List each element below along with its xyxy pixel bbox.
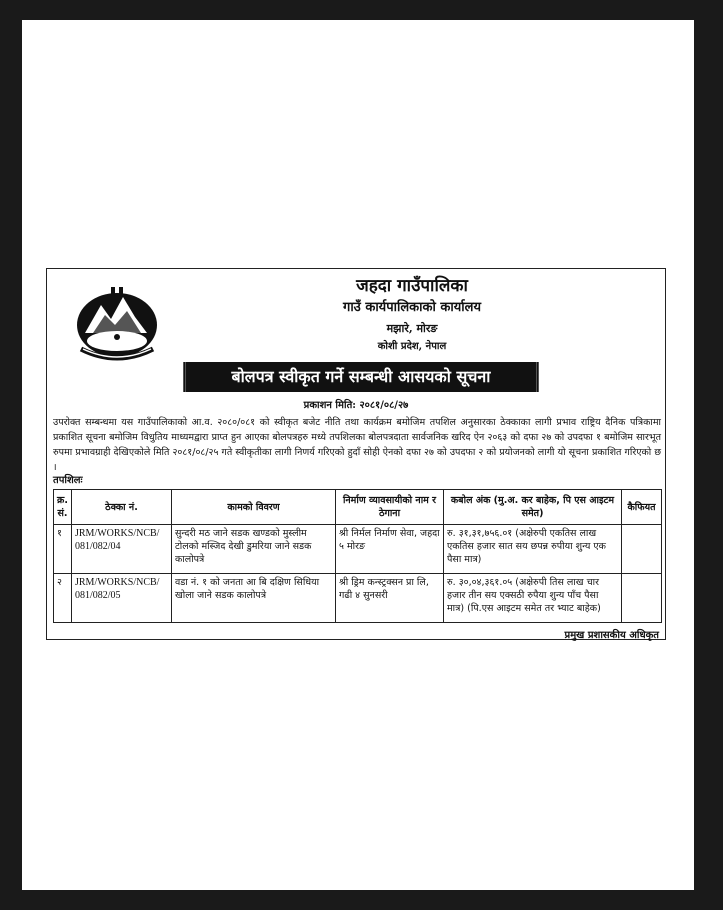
cell-code: JRM/WORKS/NCB/ 081/082/05	[72, 574, 172, 623]
cell-code: JRM/WORKS/NCB/ 081/082/04	[72, 525, 172, 574]
cell-contractor: श्री ड्रिम कन्स्ट्रक्सन प्रा लि, गढी ४ सुनसरी	[336, 574, 444, 623]
table-row	[54, 525, 662, 574]
table-row	[54, 574, 662, 623]
office-place: मझारे, मोरङ	[386, 322, 438, 335]
office-name: जहदा गाउँपालिका	[356, 276, 468, 296]
nepal-emblem-icon	[71, 283, 163, 363]
cell-amount: रु. ३१,३१,७५६.०१ (अक्षेरुपी एकतिस लाख एकतिस हजार सात सय छपन्न रुपीया शुन्य एक पैसा मात्र)	[444, 525, 622, 574]
notice-body: उपरोक्त सम्बन्धमा यस गाउँपालिकाको आ.व. २०८०/०८१ को स्वीकृत बजेट नीति तथा कार्यक्रम बमोजिम तपशिल अनुसारका ठेक्काका लागी प्रभाव राष्ट्रिय दैनिक पत्रिकामा प्रकाशित सूचना बमोजिम विधुतिय माध्यमद्वारा प्राप्त हुन आएका बोलपत्रहरु मध्ये तपशिलका बोलपत्रदाता सार्वजनिक खरिद ऐन २०६३ को दफा २७ को उपदफा १ बमोजिम सारभूत रुपमा प्रभावग्राही देखिएकोले मिति २०८१/०८/२५ गते स्वीकृतीका लागी निणर्य गरिएको हुदाँ सोही ऐनको दफा २७ को उपदफा २ को प्रयोजनको लागी यो सूचना प्रकाशित गरिएको छ ।	[53, 417, 661, 473]
notice-title: बोलपत्र स्वीकृत गर्ने सम्बन्धी आसयको सूचना	[183, 362, 539, 392]
cell-sn: २	[54, 574, 72, 623]
publish-date: प्रकाशन मिति: २०८१/०८/२७	[303, 400, 409, 411]
office-province: कोशी प्रदेश, नेपाल	[377, 341, 447, 352]
cell-desc: सुन्दरी मठ जाने सडक खण्डको मुस्लीम टोलको मस्जिद देखी डुमरिया जाने सडक कालोपत्रे	[172, 525, 336, 574]
office-header	[167, 275, 657, 356]
cell-remark	[622, 574, 662, 623]
notice-box	[46, 268, 666, 640]
col-header-desc: कामको विवरण	[172, 490, 336, 525]
cell-desc: वडा नं. १ को जनता आ बि दक्षिण सिधिया खोला जाने सडक कालोपत्रे	[172, 574, 336, 623]
table-header-row	[54, 490, 662, 525]
document-page	[22, 20, 694, 890]
col-header-sn: क्र. सं.	[54, 490, 72, 525]
col-header-code: ठेक्का नं.	[72, 490, 172, 525]
signoff: प्रमुख प्रशासकीय अधिकृत	[564, 630, 659, 641]
cell-amount: रु. ३०,०४,३६१.०५ (अक्षेरुपी तिस लाख चार हजार तीन सय एक्सठी रुपैया शुन्य पाँच पैसा मात्र) (पि.एस आइटम समेत तर भ्याट बाहेक)	[444, 574, 622, 623]
cell-contractor: श्री निर्मल निर्माण सेवा, जहदा ५ मोरङ	[336, 525, 444, 574]
office-sub: गाउँ कार्यपालिकाको कार्यालय	[343, 300, 481, 315]
col-header-amount: कबोल अंक (मु.अ. कर बाहेक, पि एस आइटम समेत)	[444, 490, 622, 525]
contract-table	[53, 489, 662, 623]
tapasil-label: तपशिलः	[53, 475, 83, 486]
cell-remark	[622, 525, 662, 574]
cell-sn: १	[54, 525, 72, 574]
col-header-contractor: निर्माण व्यावसायीको नाम र ठेगाना	[336, 490, 444, 525]
col-header-remark: कैफियत	[622, 490, 662, 525]
